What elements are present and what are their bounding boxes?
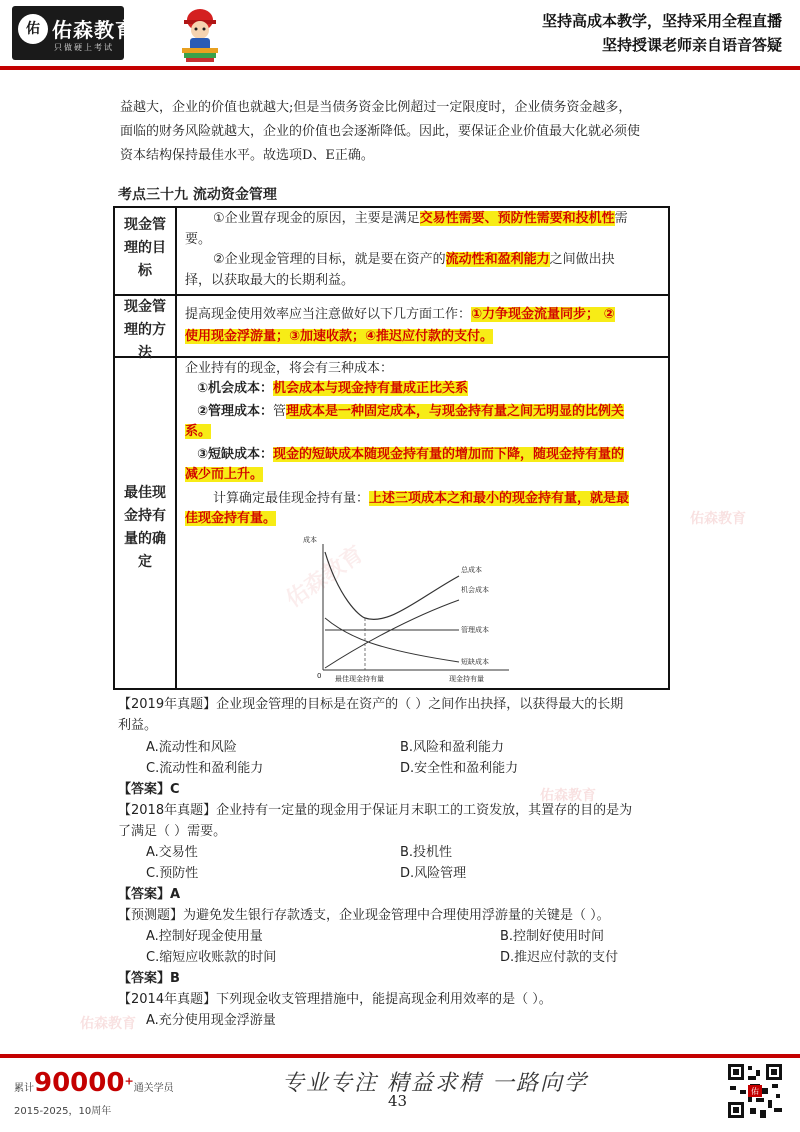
option-c: C.缩短应收账款的时间 (146, 950, 277, 965)
row-header-text: 标 (138, 263, 152, 279)
shortage-cost-label: 短缺成本 (461, 658, 489, 666)
column-divider (175, 208, 177, 688)
highlight: 减少而上升。 (185, 467, 264, 482)
highlight: 理成本是一种固定成本，与现金持有量之间无明显的比例关 (286, 404, 625, 419)
qr-code-icon (726, 1062, 784, 1120)
option-a: A.交易性 (146, 845, 198, 860)
intro-line: 资本结构保持最佳水平。故选项D、E正确。 (120, 148, 374, 163)
row-header-text: 理的方 (124, 322, 166, 338)
qr-logo: 佑 (751, 1087, 759, 1096)
intro-line: 益越大，企业的价值也就越大;但是当债务资金比例超过一定限度时，企业债务资金越多， (120, 100, 632, 115)
row-header-goal (115, 214, 175, 283)
opportunity-cost-line (197, 378, 468, 399)
anniversary-text: 2015-2025，10周年 (14, 1106, 112, 1117)
row-divider (115, 294, 668, 296)
answer-label: 【答案】C (118, 782, 180, 797)
logo-name: 佑森教育 (52, 18, 136, 42)
slogan-line-2: 坚持授课老师亲自语音答疑 (601, 36, 782, 54)
highlight: 交易性需要、预防性需要和投机性 (419, 211, 615, 226)
shortage-cost-line (197, 444, 624, 465)
method-line (185, 304, 615, 325)
question-stem: 了满足（ ）需要。 (118, 824, 227, 839)
highlight: 使用现金浮游量；③加速收款；④推迟应付款的支付。 (185, 329, 494, 344)
answer-label: 【答案】A (118, 887, 181, 902)
question-stem: 【2019年真题】企业现金管理的目标是在资产的（ ）之间作出抉择，以获得最大的长期 (118, 697, 624, 712)
option-d: D.安全性和盈利能力 (400, 761, 519, 776)
highlight: 上述三项成本之和最小的现金持有量，就是最 (369, 491, 630, 506)
text: 管 (273, 404, 287, 419)
optimum-label: 最佳现金持有量 (335, 675, 384, 683)
y-axis-label: 成本 (303, 536, 317, 544)
question-stem: 【预测题】为避免发生银行存款透支，企业现金管理中合理使用浮游量的关键是（ ）。 (118, 908, 610, 923)
goal-line: 要。 (185, 232, 212, 247)
calc-line (213, 488, 629, 509)
opportunity-cost-label: 机会成本 (461, 586, 489, 594)
label: ②管理成本： (197, 404, 274, 419)
row-header-text: 现金管 (124, 217, 166, 233)
total-cost-curve (325, 552, 459, 619)
student-count-badge (14, 1068, 174, 1098)
count-plus: + (124, 1074, 134, 1088)
option-a: A.流动性和风险 (146, 740, 237, 755)
row-header-text: 法 (138, 345, 152, 361)
footer-divider (0, 1054, 800, 1058)
total-cost-label: 总成本 (461, 566, 482, 574)
opportunity-cost-curve (325, 600, 459, 668)
highlight: 佳现金持有量。 (185, 511, 277, 526)
question-stem: 【2018年真题】企业持有一定量的现金用于保证月末职工的工资发放，其置存的目的是为 (118, 803, 633, 818)
cost-curve-figure (299, 528, 519, 688)
text: 之间做出抉 (549, 252, 615, 267)
watermark: 佑森教育 (281, 541, 369, 613)
highlight: 现金的短缺成本随现金持有量的增加而下降，随现金持有量的 (273, 447, 625, 462)
row-header-text: 量的确 (124, 531, 166, 547)
text: 计算确定最佳现金持有量： (213, 491, 370, 506)
watermark-small: 佑森教育 (540, 788, 596, 804)
cash-management-table (113, 206, 670, 690)
question-stem: 【2014年真题】下列现金收支管理措施中，能提高现金利用效率的是（ ）。 (118, 992, 552, 1007)
option-d: D.风险管理 (400, 866, 467, 881)
page-number: 43 (388, 1092, 408, 1110)
origin-label: 0 (317, 672, 322, 680)
row-header-text: 金持有 (124, 508, 166, 524)
goal-line: 择，以获取最大的长期利益。 (185, 273, 355, 288)
label: ①机会成本： (197, 381, 274, 396)
text: ②企业现金管理的目标，就是要在资产的 (213, 252, 446, 267)
text: 提高现金使用效率应当注意做好以下几方面工作： (185, 307, 472, 322)
highlight: 系。 (185, 424, 212, 439)
watermark-small: 佑森教育 (80, 1016, 136, 1032)
goal-line (213, 208, 628, 229)
logo-seal: 佑 (18, 14, 48, 44)
method-line (185, 326, 493, 347)
option-a: A.充分使用现金浮游量 (146, 1013, 276, 1028)
row-header-text: 现金管 (124, 299, 166, 315)
text: ①企业置存现金的原因，主要是满足 (213, 211, 420, 226)
highlight: ①力争现金流量同步； ② (471, 307, 615, 322)
count-suffix: 通关学员 (133, 1083, 174, 1094)
option-b: B.风险和盈利能力 (400, 740, 505, 755)
row-header-method (115, 296, 175, 365)
text: 需 (614, 211, 628, 226)
watermark-small: 佑森教育 (690, 511, 746, 527)
student-count: 90000 (34, 1068, 125, 1098)
management-cost-line (185, 421, 211, 442)
management-cost-label: 管理成本 (461, 626, 489, 634)
question-stem: 利益。 (118, 718, 158, 733)
mascot-illustration (178, 6, 222, 62)
optimal-line: 企业持有的现金，将会有三种成本： (185, 361, 394, 376)
calc-line (185, 508, 276, 529)
shortage-cost-line (185, 464, 263, 485)
management-cost-line (197, 401, 624, 422)
slogan-line-1: 坚持高成本教学，坚持采用全程直播 (541, 12, 782, 30)
x-axis-label: 现金持有量 (449, 675, 484, 683)
row-header-text: 最佳现 (124, 485, 166, 501)
option-c: C.预防性 (146, 866, 199, 881)
highlight: 流动性和盈利能力 (445, 252, 550, 267)
footer-motto: 专业专注 精益求精 一路向学 (282, 1071, 588, 1096)
option-d: D.推迟应付款的支付 (500, 950, 619, 965)
intro-line: 面临的财务风险就越大，企业的价值也会逐渐降低。因此，要保证企业价值最大化就必须使 (120, 124, 641, 139)
row-header-text: 理的目 (124, 240, 166, 256)
answer-label: 【答案】B (118, 971, 180, 986)
logo-tagline: 只做硬上考试 (54, 43, 114, 52)
row-header-optimal (115, 482, 175, 574)
header-divider (0, 66, 800, 70)
row-header-text: 定 (138, 554, 152, 570)
option-b: B.控制好使用时间 (500, 929, 605, 944)
highlight: 机会成本与现金持有量成正比关系 (273, 381, 469, 396)
option-a: A.控制好现金使用量 (146, 929, 263, 944)
section-title: 考点三十九 流动资金管理 (118, 187, 277, 203)
option-b: B.投机性 (400, 845, 453, 860)
brand-logo (12, 6, 136, 60)
count-prefix: 累计 (14, 1083, 34, 1094)
option-c: C.流动性和盈利能力 (146, 761, 264, 776)
goal-line (213, 249, 615, 270)
label: ③短缺成本： (197, 447, 274, 462)
